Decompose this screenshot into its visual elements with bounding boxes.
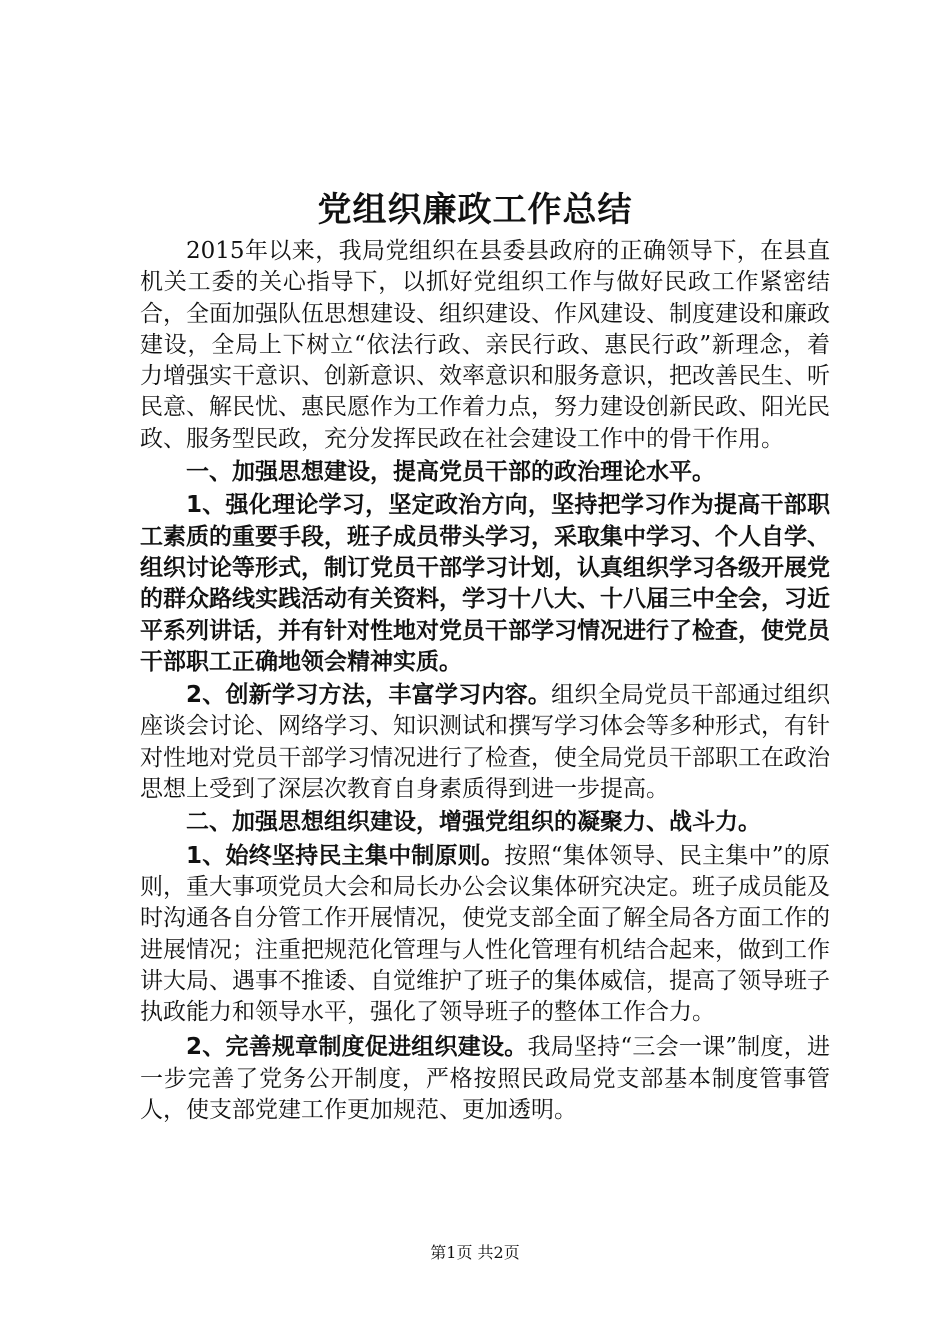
page-number-footer: 第1页 共2页 (430, 1243, 520, 1262)
document-body (140, 236, 830, 1126)
intro-paragraph: 2015年以来，我局党组织在县委县政府的正确领导下，在县直机关工委的关心指导下，以抓好党组织工作与做好民政工作紧密结合，全面加强队伍思想建设、组织建设、作风建设、制度建设和廉政建设，全局上下树立“依法行政、亲民行政、惠民行政”新理念，着力增强实干意识、创新意识、效率意识和服务意识，把改善民生、听民意、解民忧、惠民愿作为工作着力点，努力建设创新民政、阳光民政、服务型民政，充分发挥民政在社会建设工作中的骨干作用。 (140, 238, 830, 452)
section-heading-1: 一、加强思想建设，提高党员干部的政治理论水平。 (186, 459, 715, 486)
document-title: 党组织廉政工作总结 (317, 190, 633, 230)
section-1-item-2-text: 组织全局党员干部通过组织座谈会讨论、网络学习、知识测试和撰写学习体会等多种形式，有针对性地对党员干部学习情况进行了检查，使全局党员干部职工在政治思想上受到了深层次教育自身素质得到进一步提高。 (140, 682, 831, 803)
section-1-item-2-lead: 2、创新学习方法，丰富学习内容。 (186, 682, 552, 709)
section-2-item-1-text: 按照“集体领导、民主集中”的原则，重大事项党员大会和局长办公会议集体研究决定。班子成员能及时沟通各自分管工作开展情况，使党支部全面了解全局各方面工作的进展情况；注重把规范化管理与人性化管理有机结合起来，做到工作讲大局、遇事不推诿、自觉维护了班子的集体威信，提高了领导班子执政能力和领导水平，强化了领导班子的整体工作合力。 (140, 842, 830, 1026)
section-2-item-1 (140, 841, 830, 1029)
section-2-item-1-lead: 1、始终坚持民主集中制原则。 (186, 842, 505, 869)
section-2-item-2 (140, 1032, 830, 1126)
section-2-item-2-lead: 2、完善规章制度促进组织建设。 (186, 1034, 528, 1061)
section-2-item-2-text: 我局坚持“三会一课”制度，进一步完善了党务公开制度，严格按照民政局党支部基本制度管事管人，使支部党建工作更加规范、更加透明。 (140, 1034, 830, 1124)
section-heading-2: 二、加强思想组织建设，增强党组织的凝聚力、战斗力。 (186, 809, 761, 836)
section-1-item-2 (140, 680, 830, 805)
section-1-item-1: 1、强化理论学习，坚定政治方向，坚持把学习作为提高干部职工素质的重要手段，班子成员带头学习，采取集中学习、个人自学、组织讨论等形式，制订党员干部学习计划，认真组织学习各级开展党的群众路线实践活动有关资料，学习十八大、十八届三中全会，习近平系列讲话，并有针对性地对党员干部学习情况进行了检查，使党员干部职工正确地领会精神实质。 (140, 492, 830, 675)
